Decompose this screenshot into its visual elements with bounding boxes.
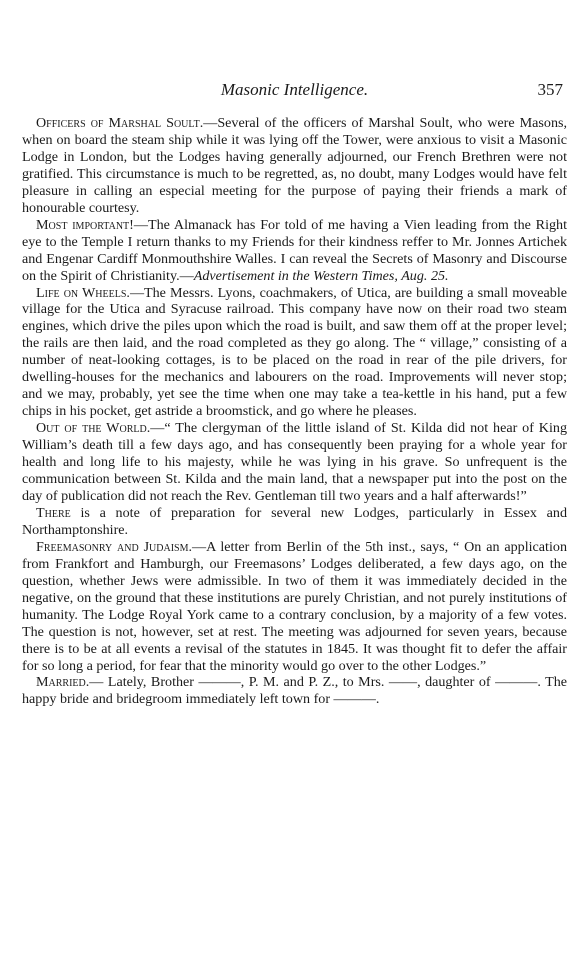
paragraph-life-on-wheels [22, 285, 567, 421]
paragraph-text: —“ The clergyman of the little island of St. Kilda did not hear of King William’s death till a few days ago, and has consequently been praying for a whole year for health and long life to his majesty, while he was lying in his grave. So unfrequent is the communication between St. Kilda and the main land, that a newspaper put into the post on the day of publication did not reach the Rev. Gentleman till two years and a half afterwards!” [22, 420, 567, 504]
paragraph-heading: Married. [36, 674, 90, 691]
paragraph-text: —Several of the officers of Marshal Soult, who were Masons, when on board the steam ship while it was lying off the Tower, were anxious to visit a Masonic Lodge in London, but the Lodges having generally adjourned, our French Brethren were not gratified. This circumstance is much to be regretted, as, no doubt, many Lodges would have felt pleasure in calling an especial meeting for the purpose of paying their friends a mark of honourable courtesy. [22, 115, 567, 216]
paragraph-text: —A letter from Berlin of the 5th inst., says, “ On an application from Frankfort and Hamburgh, our Freemasons’ Lodges deliberated, a few days ago, on the question, whether Jews were admissible. In two of them it was immediately decided in the negative, on the ground that these institutions are purely Christian, and not purely institutions of humanity. The Lodge Royal York came to a contrary conclusion, by a majority of a few votes. The question is not, however, set at rest. The meeting was adjourned for seven years, because there is to be at all events a revisal of the statutes in 1845. It was thought fit to defer the affair for so long a period, for fear that the minority would go over to the other Lodges.” [22, 538, 567, 674]
article-body [22, 115, 567, 708]
paragraph-text: !—The Almanack has For told of me having a Vien leading from the Right eye to the Temple I return thanks to my Friends for their kindness reffer to Mr. Jonnes Artichek and Engenar Cardiff Monmouthshire Walles. I can reveal the Secrets of Masonry and Discourse on the Spirit of Christianity.— [22, 216, 567, 284]
paragraph-out-of-the-world [22, 420, 567, 505]
paragraph-heading: Life on Wheels. [36, 284, 130, 301]
paragraph-freemasonry-and-judaism [22, 539, 567, 675]
paragraph-heading: Out of the World. [36, 420, 151, 437]
page-number: 357 [537, 80, 563, 99]
paragraph-text: —The Messrs. Lyons, coachmakers, of Utica, are building a small moveable village for the Utica and Syracuse railroad. This company have now on their road two steam engines, which drive the piles upon which the road is built, and saw them off at the proper level; the rails are then laid, and the road completed as they go along. The “ village,” consisting of a number of neat-looking cottages, is to be placed on the road in rear of the pile drivers, for dwelling-houses for the mechanics and labourers on the road. Improvements will never stop; and we may, probably, yet see the time when one may take a tea-kettle in his hand, put a few chips in his pocket, get astride a broomstick, and go where he pleases. [22, 284, 567, 420]
paragraph-heading: Officers of Marshal Soult. [36, 115, 204, 131]
paragraph-heading: Freemasonry and Judaism. [36, 538, 193, 555]
paragraph-citation: Advertisement in the Western Times, Aug. 25. [193, 267, 449, 284]
paragraph-text: — Lately, Brother ———, P. M. and P. Z., to Mrs. ——, daughter of ———. The happy bride and bridegroom immediately left town for ———. [22, 674, 567, 708]
running-header [22, 80, 567, 104]
paragraph-married [22, 674, 567, 708]
paragraph-most-important [22, 217, 567, 285]
paragraph-heading: Most important [36, 216, 130, 233]
paragraph-new-lodges [22, 505, 567, 539]
running-title: Masonic Intelligence. [220, 80, 369, 99]
paragraph-heading: There [36, 504, 71, 521]
paragraph-officers-of-marshal-soult [22, 115, 567, 217]
paragraph-text: is a note of preparation for several new Lodges, particularly in Essex and Northamptonshire. [22, 504, 567, 538]
